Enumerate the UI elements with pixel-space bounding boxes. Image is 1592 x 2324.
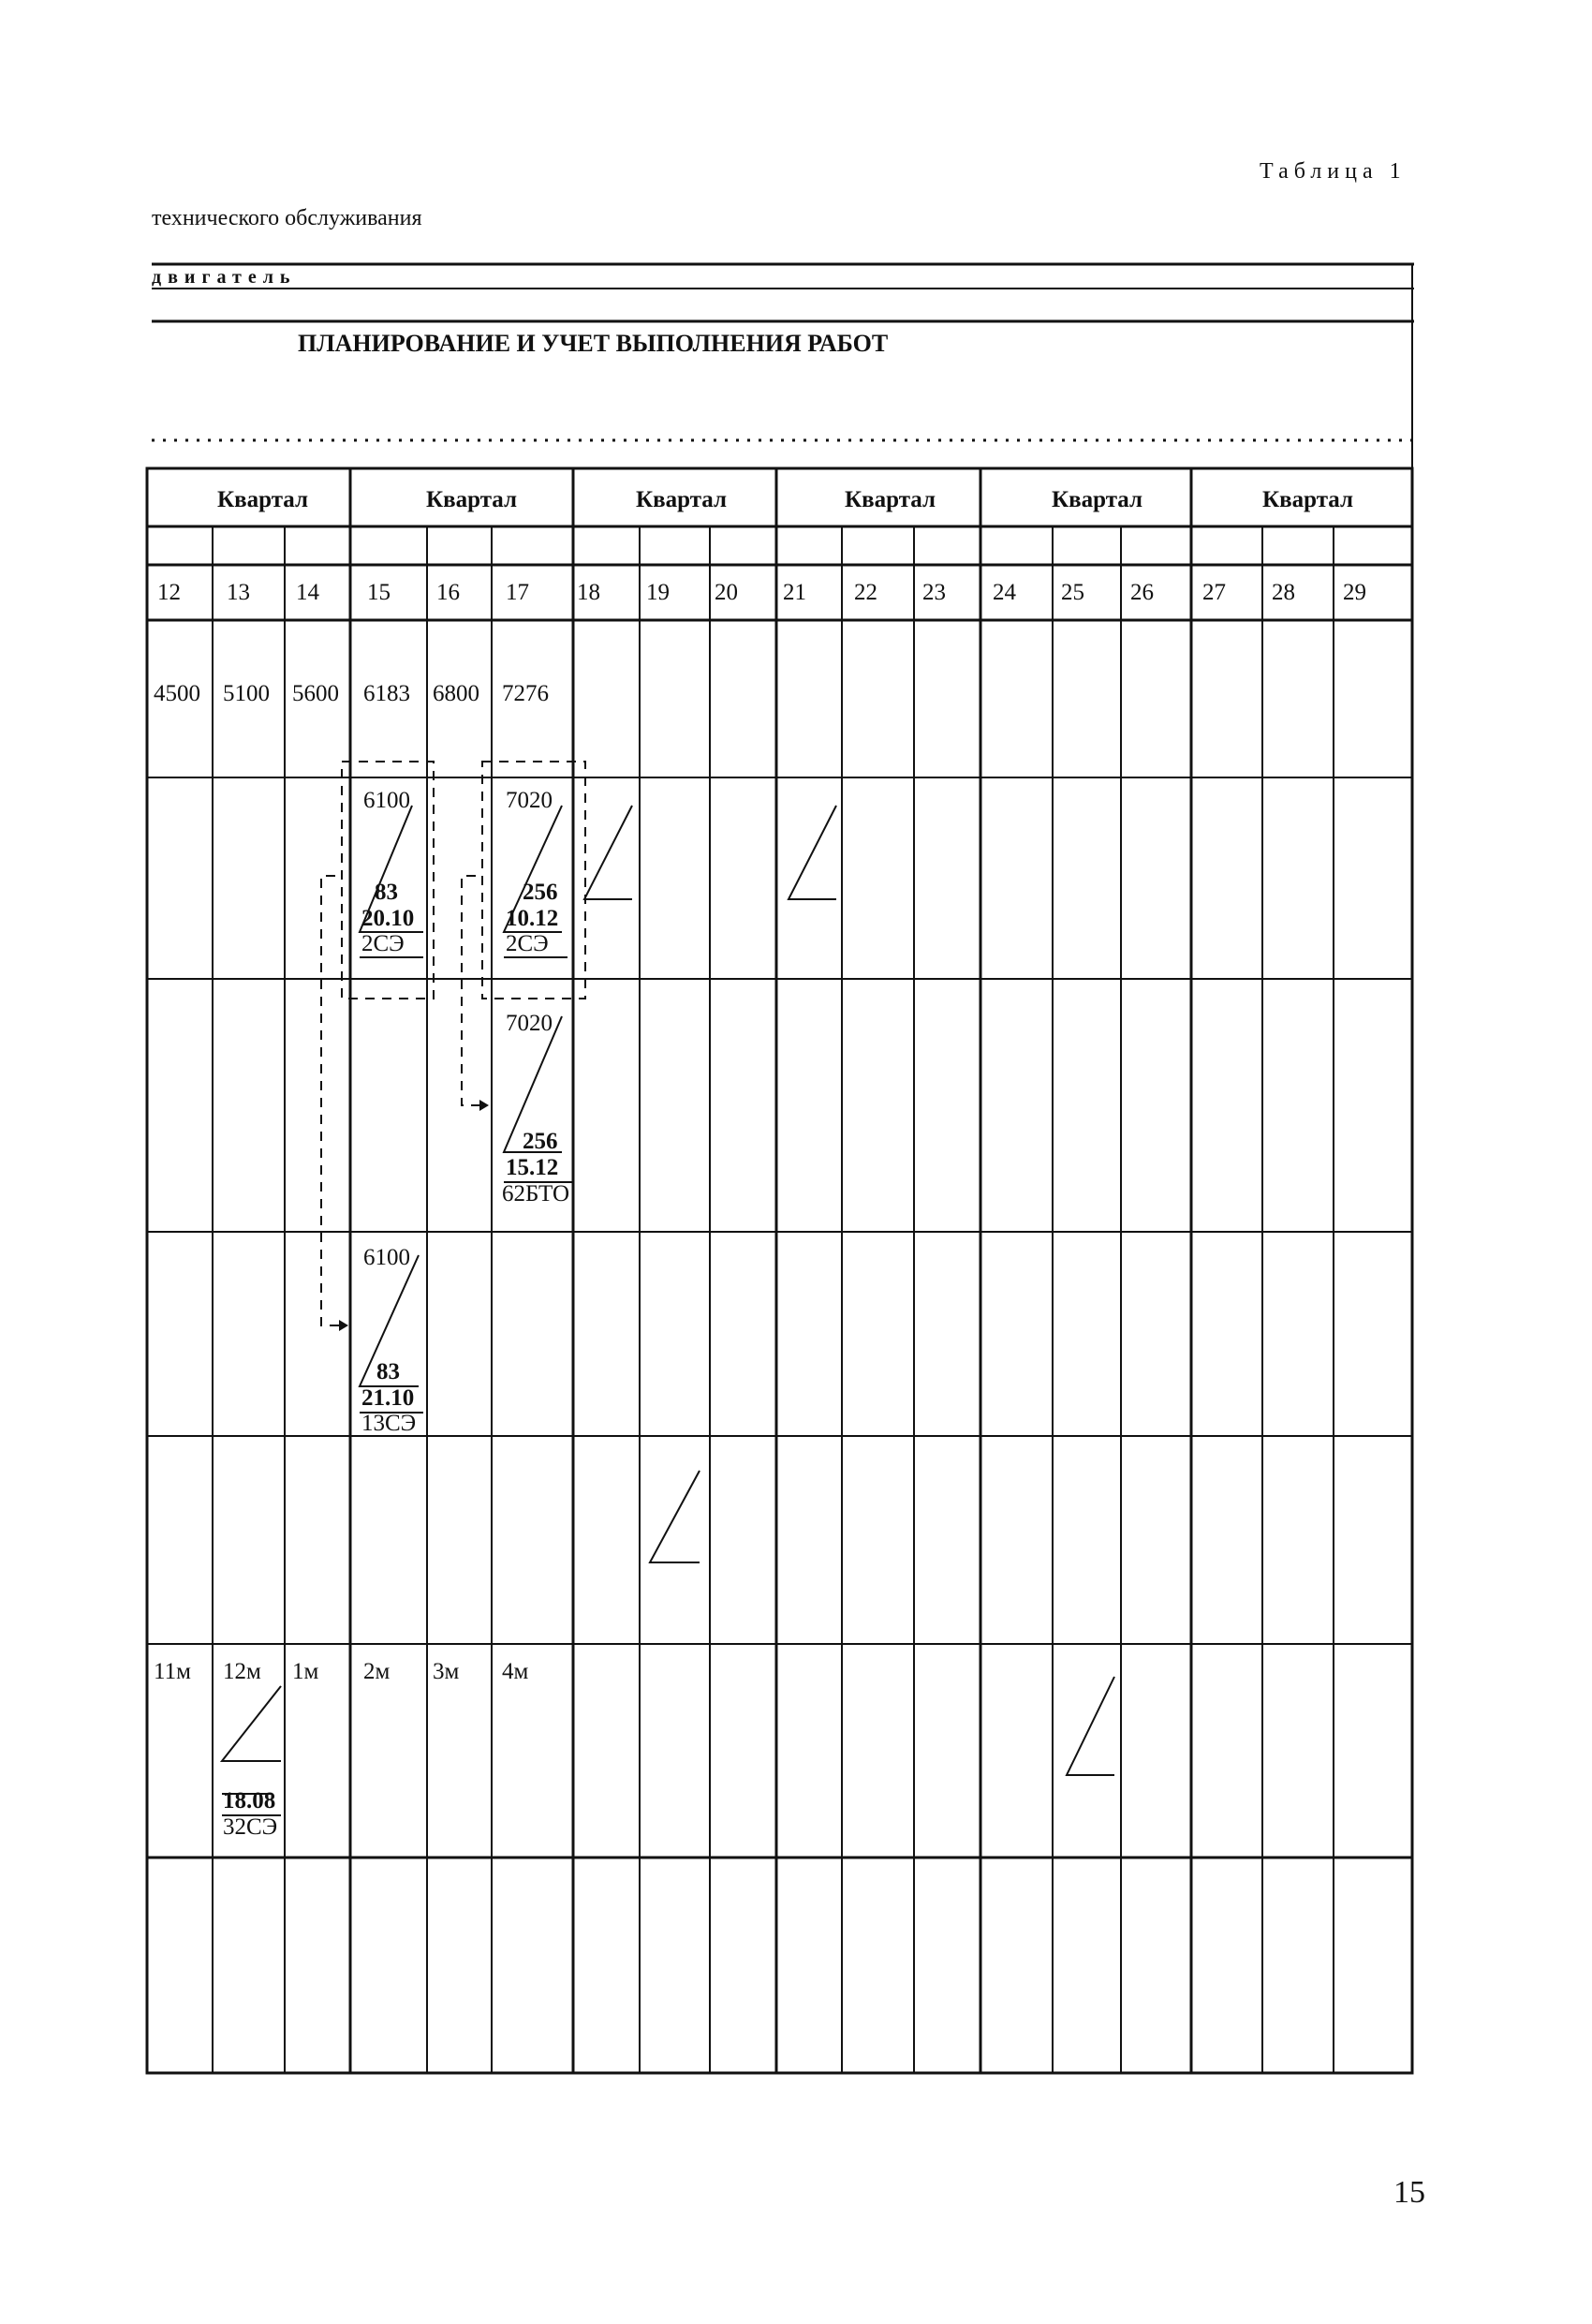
entry-code: 32СЭ	[223, 1814, 278, 1840]
entry-mid: 83	[376, 1359, 400, 1384]
operating-hours: 6800	[433, 681, 479, 706]
column-number: 16	[436, 580, 460, 605]
entry-code: 13СЭ	[361, 1411, 417, 1436]
quarter-header: Квартал	[845, 487, 936, 512]
month-label: 4м	[502, 1659, 529, 1684]
column-number: 18	[577, 580, 600, 605]
month-label: 12м	[223, 1659, 261, 1684]
column-number: 15	[367, 580, 391, 605]
entry-date: 10.12	[506, 906, 559, 931]
header-line-maintenance: технического обслуживания	[152, 206, 422, 230]
entry-date: 21.10	[361, 1385, 415, 1411]
column-number: 21	[783, 580, 806, 605]
entry-code: 2СЭ	[361, 931, 405, 956]
entry-top: 6100	[363, 788, 410, 813]
entry-date: 18.08	[223, 1788, 276, 1813]
entry-code: 62БТО	[502, 1181, 570, 1206]
column-number: 26	[1130, 580, 1154, 605]
arrow-icon	[339, 1320, 348, 1331]
entry-top: 7020	[506, 1011, 553, 1036]
operating-hours: 7276	[502, 681, 549, 706]
table-title: ПЛАНИРОВАНИЕ И УЧЕТ ВЫПОЛНЕНИЯ РАБОТ	[298, 330, 889, 357]
column-number: 22	[854, 580, 877, 605]
blank-mark	[650, 1471, 700, 1562]
entry-mid: 256	[523, 880, 558, 905]
page-number: 15	[1393, 2175, 1425, 2210]
column-number: 28	[1272, 580, 1295, 605]
operating-hours: 6183	[363, 681, 410, 706]
entry-mid: 256	[523, 1129, 558, 1154]
column-number: 24	[993, 580, 1016, 605]
column-number: 23	[922, 580, 946, 605]
column-number: 12	[157, 580, 181, 605]
blank-mark	[789, 806, 836, 899]
operating-hours: 5600	[292, 681, 339, 706]
entry-date: 15.12	[506, 1155, 559, 1180]
entry-date: 20.10	[361, 906, 415, 931]
operating-hours: 5100	[223, 681, 270, 706]
column-number: 19	[646, 580, 670, 605]
header-line-engine: двигатель	[152, 267, 297, 288]
quarter-header: Квартал	[636, 487, 728, 512]
quarter-header: Квартал	[1052, 487, 1143, 512]
column-number: 14	[296, 580, 319, 605]
column-number: 29	[1343, 580, 1366, 605]
arrow-icon	[479, 1100, 489, 1111]
month-label: 1м	[292, 1659, 319, 1684]
entry-code: 2СЭ	[506, 931, 549, 956]
table-caption: Таблица 1	[1260, 159, 1407, 184]
operating-hours: 4500	[154, 681, 200, 706]
quarter-header: Квартал	[426, 487, 518, 512]
entry-top: 6100	[363, 1245, 410, 1270]
blank-mark	[1067, 1677, 1114, 1775]
month-label: 2м	[363, 1659, 391, 1684]
month-label: 3м	[433, 1659, 460, 1684]
blank-mark	[584, 806, 632, 899]
entry-mid: 83	[375, 880, 398, 905]
column-number: 17	[506, 580, 529, 605]
quarter-header: Квартал	[217, 487, 309, 512]
entry-top: 7020	[506, 788, 553, 813]
column-number: 20	[715, 580, 738, 605]
column-number: 25	[1061, 580, 1084, 605]
month-label: 11м	[154, 1659, 191, 1684]
quarter-header: Квартал	[1262, 487, 1354, 512]
table-border	[147, 468, 1412, 2073]
entry-mark	[222, 1686, 281, 1761]
column-number: 27	[1202, 580, 1226, 605]
column-number: 13	[227, 580, 250, 605]
